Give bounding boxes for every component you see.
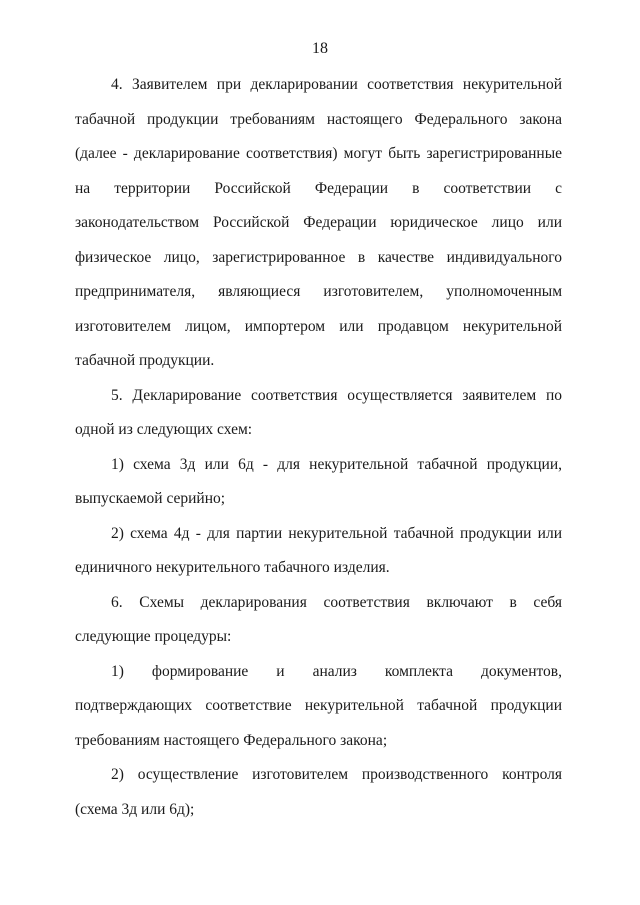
list-item-scheme-3d-6d: 1) схема 3д или 6д - для некурительной табачной продукции, выпускаемой серийно; [75,455,562,507]
list-item-procedure-2: 2) осуществление изготовителем производственного контроля (схема 3д или 6д); [75,766,562,818]
document-body [75,68,562,827]
list-item-scheme-4d: 2) схема 4д - для партии некурительной табачной продукции или единичного некурительного табачного изделия. [75,524,562,576]
paragraph-item-5: 5. Декларирование соответствия осуществляется заявителем по одной из следующих схем: [75,386,562,438]
page-number: 18 [312,40,328,57]
list-item-procedure-1: 1) формирование и анализ комплекта документов, подтверждающих соответствие некурительной табачной продукции требованиям настоящего Федерального закона; [75,662,562,749]
paragraph-item-4: 4. Заявителем при декларировании соответствия некурительной табачной продукции требованиям настоящего Федерального закона (далее - декларирование соответствия) могут быть зарегистрированные на территории Российской Федерации в соответствии с законодательством Российской Федерации юридическое лицо или физическое лицо, зарегистрированное в качестве индивидуального предпринимателя, являющиеся изготовителем, уполномоченным изготовителем лицом, импортером или продавцом некурительной табачной продукции. [75,76,562,369]
paragraph-item-6: 6. Схемы декларирования соответствия включают в себя следующие процедуры: [75,593,562,645]
